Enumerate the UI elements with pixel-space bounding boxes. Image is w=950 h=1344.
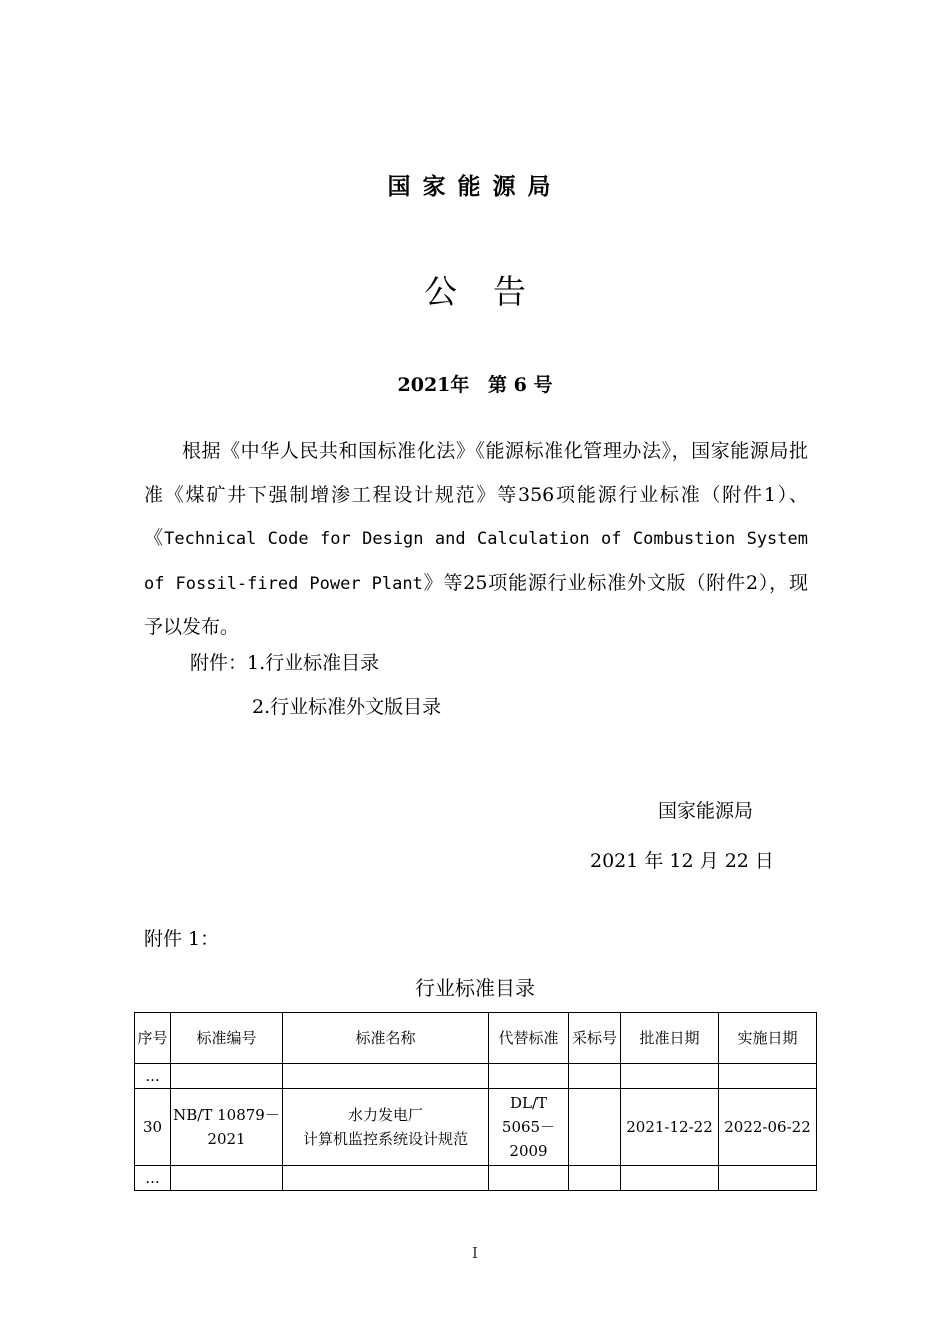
announcement-title: 公告 [424, 272, 562, 311]
annex-table-title: 行业标准目录 [415, 976, 535, 1000]
page-number: I [472, 1244, 478, 1262]
cell-code: NB/T 10879－2021 [171, 1089, 283, 1166]
column-header: 批准日期 [621, 1013, 719, 1064]
standards-count: 356 [518, 483, 555, 506]
table-row [135, 1166, 817, 1191]
signature-date: 2021 年 12 月 22 日 [590, 850, 774, 872]
cell-implement [719, 1166, 817, 1191]
cell-seq: ... [135, 1166, 171, 1191]
cell-name [283, 1089, 489, 1166]
cell-seq: ... [135, 1064, 171, 1089]
cell-adopt [569, 1064, 621, 1089]
cell-adopt [569, 1089, 621, 1166]
cell-approve [621, 1166, 719, 1191]
standard-name-line-1: 水力发电厂 [347, 1106, 423, 1124]
column-header: 标准名称 [283, 1013, 489, 1064]
cell-adopt [569, 1166, 621, 1191]
cell-seq: 30 [135, 1089, 171, 1166]
announcement-year: 2021年 [397, 374, 470, 396]
foreign-standards-count: 25 [463, 571, 488, 594]
paragraph-text-4: 》等 [422, 571, 464, 594]
annex-heading: 附件 1： [144, 928, 220, 950]
announcement-issue: 第 6 号 [488, 374, 553, 396]
paragraph-text-6: ），现予以发布。 [144, 571, 808, 638]
english-standard-title: Technical Code for Design and Calculation of Combustion System of Fossil-fired Power Plant [144, 529, 808, 594]
cell-approve: 2021-12-22 [621, 1089, 719, 1166]
attachment-ref-2: 2 [745, 571, 759, 594]
cell-code [171, 1064, 283, 1089]
attachment-ref-1: 1 [763, 483, 776, 506]
issuing-agency: 国家能源局 [387, 174, 563, 200]
column-header: 代替标准 [489, 1013, 569, 1064]
column-header: 采标号 [569, 1013, 621, 1064]
paragraph-text-3: ）、《 [144, 483, 808, 549]
attachment-list-item-2: 2.行业标准外文版目录 [252, 696, 442, 718]
cell-code [171, 1166, 283, 1191]
standard-name-line-2: 计算机监控系统设计规范 [302, 1130, 468, 1148]
announcement-number [0, 370, 950, 397]
cell-name [283, 1064, 489, 1089]
table-header-row [135, 1013, 817, 1064]
signature-organization: 国家能源局 [658, 800, 754, 822]
column-header: 实施日期 [719, 1013, 817, 1064]
standards-table [134, 1012, 817, 1191]
cell-replace [489, 1064, 569, 1089]
announcement-paragraph [144, 430, 808, 650]
cell-replace: DL/T 5065－2009 [489, 1089, 569, 1166]
table-row [135, 1089, 817, 1166]
cell-approve [621, 1064, 719, 1089]
column-header: 标准编号 [171, 1013, 283, 1064]
table-row [135, 1064, 817, 1089]
paragraph-text-5: 项能源行业标准外文版（附件 [487, 571, 746, 594]
attachment-list-item-1: 附件：1.行业标准目录 [190, 652, 380, 674]
cell-implement [719, 1064, 817, 1089]
cell-implement: 2022-06-22 [719, 1089, 817, 1166]
paragraph-text-2: 项能源行业标准（附件 [554, 483, 764, 506]
cell-replace [489, 1166, 569, 1191]
cell-name [283, 1166, 489, 1191]
column-header: 序号 [135, 1013, 171, 1064]
paragraph-text-1: 根据《中华人民共和国标准化法》《能源标准化管理办法》，国家能源局批准《煤矿井下强制增渗工程设计规范》等 [144, 440, 808, 506]
